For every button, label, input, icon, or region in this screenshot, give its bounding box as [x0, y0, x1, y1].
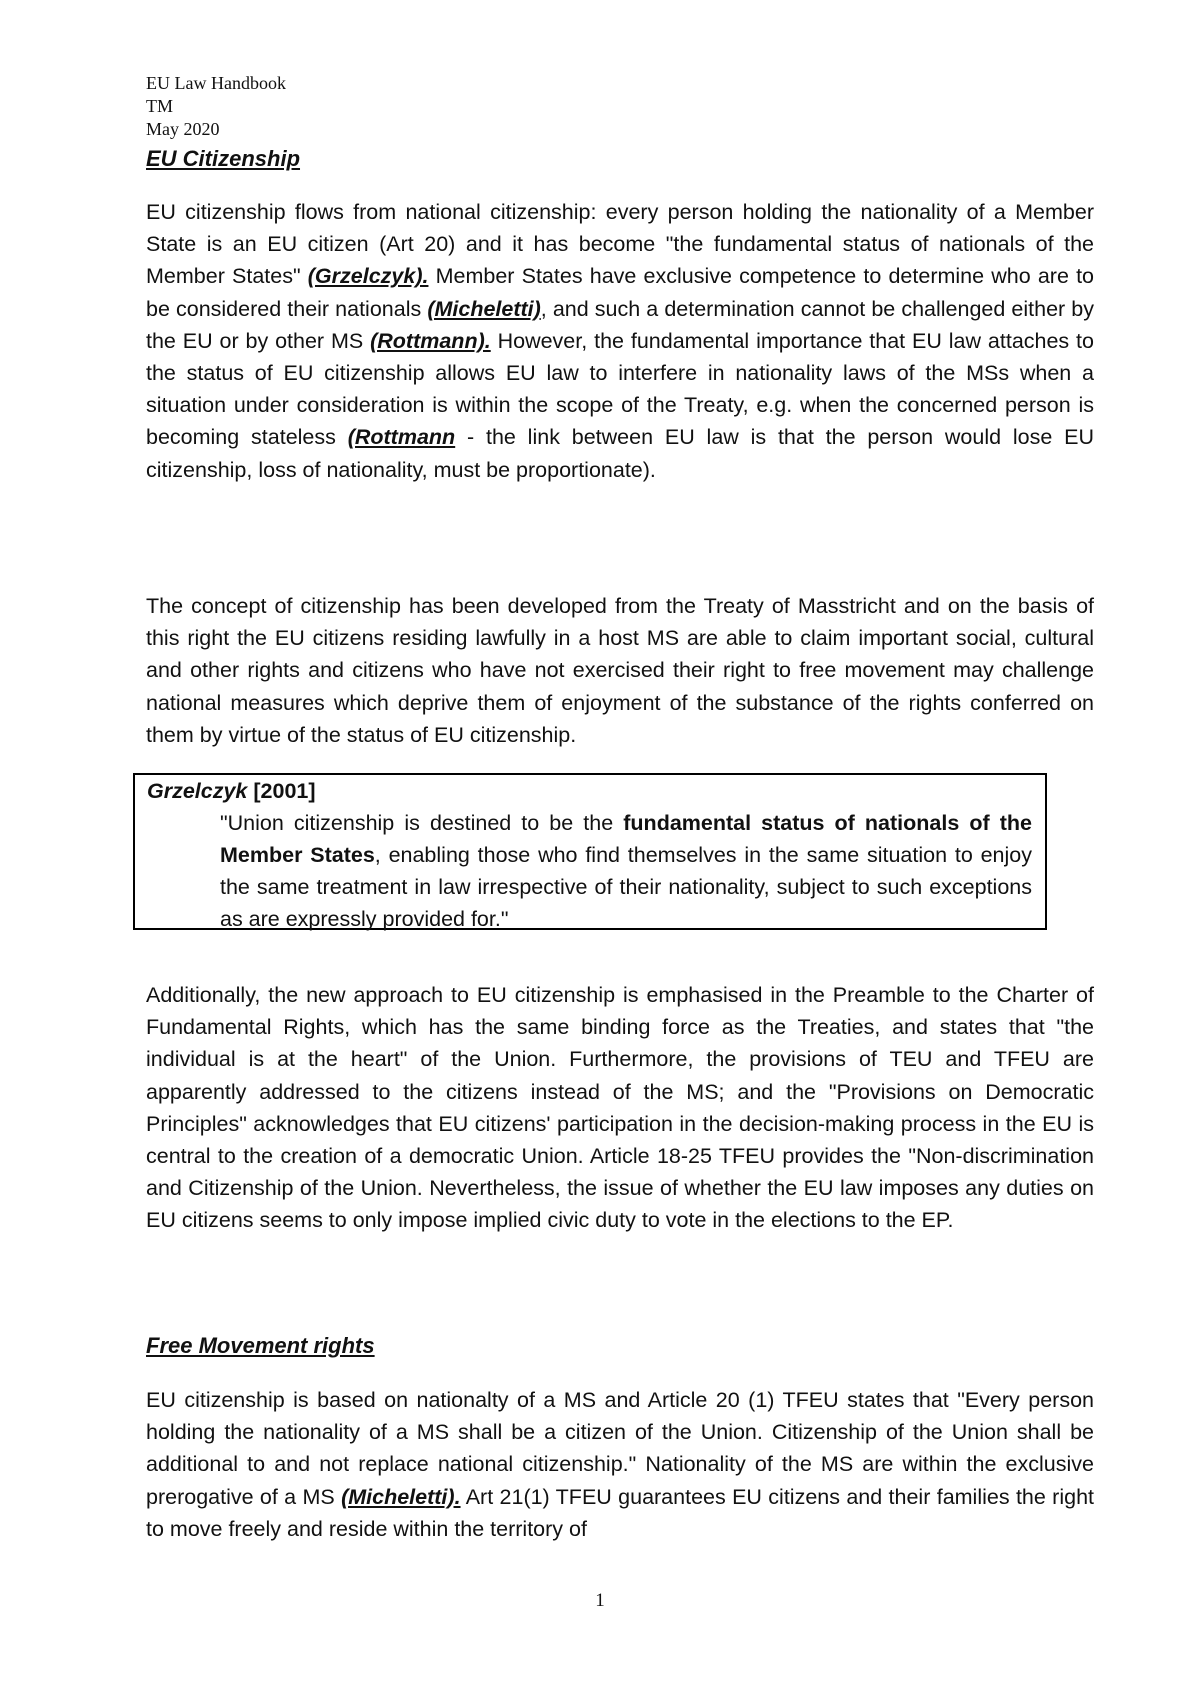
text-run: - the link between EU law is that the person would lose EU citizenship, loss of nationality, must be proportionate).: [146, 425, 1095, 482]
quote-case-title: [147, 779, 316, 804]
paragraph-free-movement: [146, 1384, 1094, 1545]
text-run: Member States have exclusive competence to determine who are to be considered their nationals: [146, 264, 1094, 321]
paragraph-citizenship-intro: [146, 196, 1094, 486]
text-run: However, the fundamental importance that EU law attaches to the status of EU citizenship allows EU law to interfere in nationality laws of the MSs when a situation under consideration is within the scope of the Treaty, e.g. when the concerned person is becoming stateless: [146, 328, 1094, 450]
case-citation-micheletti: (Micheletti): [427, 296, 541, 321]
text-run: "Union citizenship is destined to be the: [220, 811, 624, 835]
text-run: EU citizenship flows from national citizenship: every person holding the nationality of a Member State is an EU citizen (Art 20) and it has become "the fundamental status of nationals of the Member States": [146, 200, 1094, 289]
case-citation-micheletti-2: (Micheletti).: [341, 1484, 461, 1509]
quote-emphasis: fundamental status of nationals of the Member States: [220, 811, 1032, 867]
header-date: May 2020: [146, 119, 220, 139]
section-heading-free-movement: Free Movement rights: [146, 1333, 375, 1358]
section-heading-eu-citizenship: EU Citizenship: [146, 146, 301, 171]
quote-case-name: Grzelczyk: [147, 779, 248, 803]
quote-case-year: [2001]: [247, 779, 316, 803]
paragraph-charter-of-rights: Additionally, the new approach to EU citizenship is emphasised in the Preamble to the Charter of Fundamental Rights, which has the same binding force as the Treaties, and states that "the individual is at the heart" of the Union. Furthermore, the provisions of TEU and TFEU are apparently addressed to the citizens instead of the MS; and the "Provisions on Democratic Principles" acknowledges that EU citizens' participation in the decision-making process in the EU is central to the creation of a democratic Union. Article 18-25 TFEU provides the "Non-discrimination and Citizenship of the Union. Nevertheless, the issue of whether the EU law imposes any duties on EU citizens seems to only impose implied civic duty to vote in the elections to the EP.: [146, 983, 1094, 1233]
quote-text: [220, 807, 1032, 935]
header-title: EU Law Handbook: [146, 73, 286, 93]
case-citation-rottmann-2: (Rottmann: [347, 425, 456, 450]
header-author: TM: [146, 96, 173, 116]
paragraph-concept-of-citizenship: The concept of citizenship has been developed from the Treaty of Masstricht and on the basis of this right the EU citizens residing lawfully in a host MS are able to claim important social, cultural and other rights and citizens who have not exercised their right to free movement may challenge national measures which deprive them of enjoyment of the substance of the rights conferred on them by virtue of the status of EU citizenship.: [146, 594, 1094, 747]
text-run: EU citizenship is based on nationalty of a MS and Article 20 (1) TFEU states that "Every person holding the nationality of a MS shall be a citizen of the Union. Citizenship of the Union shall be additional to and not replace national citizenship." Nationality of the MS are within the exclusive prerogative of a MS: [146, 1388, 1094, 1509]
text-run: , and such a determination cannot be challenged either by the EU or by other MS: [146, 296, 1094, 353]
text-run: Art 21(1) TFEU guarantees EU citizens and their families the right to move freely and reside within the territory of: [146, 1484, 1094, 1541]
case-citation-grzelczyk: (Grzelczyk).: [307, 264, 429, 289]
text-run: , enabling those who find themselves in the same situation to enjoy the same treatment in law irrespective of their nationality, subject to such exceptions as are expressly provided for.": [220, 843, 1032, 931]
page-number: 1: [595, 1590, 605, 1611]
document-header: [146, 72, 286, 141]
case-citation-rottmann: (Rottmann).: [370, 328, 491, 353]
case-quote-box: [133, 773, 1047, 930]
